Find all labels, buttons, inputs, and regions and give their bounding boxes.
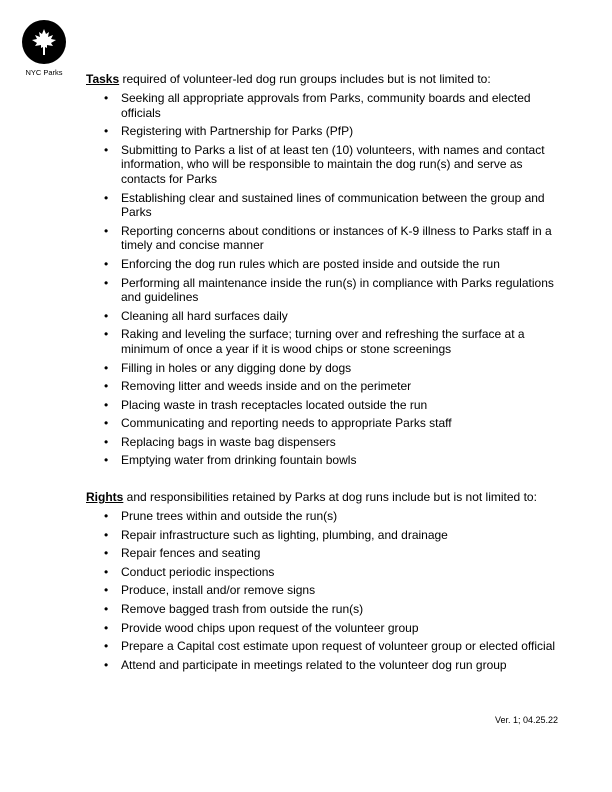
rights-keyword: Rights — [86, 490, 124, 505]
list-item-text: Attend and participate in meetings related to the volunteer dog run group — [121, 657, 507, 672]
bullet-icon: • — [104, 190, 109, 205]
list-item — [86, 309, 566, 324]
list-item — [86, 509, 566, 524]
document-body — [86, 72, 566, 676]
list-item-text: Enforcing the dog run rules which are posted inside and outside the run — [121, 256, 500, 271]
rights-intro: and responsibilities retained by Parks at dog runs include but is not limited to: — [123, 490, 537, 505]
list-item — [86, 528, 566, 543]
bullet-icon: • — [104, 256, 109, 271]
list-item-text: Prepare a Capital cost estimate upon request of volunteer group or elected official — [121, 639, 556, 654]
bullet-icon: • — [104, 434, 109, 449]
list-item — [86, 398, 566, 413]
list-item-text: Prune trees within and outside the run(s) — [121, 509, 338, 524]
bullet-icon: • — [104, 546, 109, 561]
list-item — [86, 224, 566, 253]
list-item-text: Remove bagged trash from outside the run(s) — [121, 602, 364, 617]
bullet-icon: • — [104, 416, 109, 431]
list-item-text: Produce, install and/or remove signs — [121, 583, 316, 598]
bullet-icon: • — [104, 639, 109, 654]
list-item-text: Establishing clear and sustained lines of communication between the group and Parks — [121, 190, 545, 220]
bullet-icon: • — [104, 308, 109, 323]
list-item — [86, 639, 566, 654]
bullet-icon: • — [104, 527, 109, 542]
list-item-text: Seeking all appropriate approvals from Parks, community boards and elected officials — [121, 91, 531, 120]
maple-leaf-icon — [22, 20, 66, 64]
nyc-parks-logo — [20, 20, 68, 82]
list-item-text: Repair infrastructure such as lighting, plumbing, and drainage — [121, 527, 448, 542]
bullet-icon: • — [104, 657, 109, 672]
list-item-text: Emptying water from drinking fountain bowls — [121, 453, 357, 468]
bullet-icon: • — [104, 397, 109, 412]
list-item — [86, 565, 566, 580]
list-item-text: Placing waste in trash receptacles located outside the run — [121, 397, 428, 412]
list-item-text: Cleaning all hard surfaces daily — [121, 308, 288, 323]
list-item-text: Reporting concerns about conditions or instances of K-9 illness to Parks staff in a timely and concise manner — [121, 223, 552, 253]
rights-list — [86, 509, 566, 672]
list-item — [86, 191, 566, 220]
list-item-text: Submitting to Parks a list of at least ten (10) volunteers, with names and contact information, who will be responsible to maintain the dog run(s) and serve as contacts for Parks — [121, 142, 545, 186]
list-item — [86, 621, 566, 636]
list-item — [86, 276, 566, 305]
list-item — [86, 124, 566, 139]
bullet-icon: • — [104, 453, 109, 468]
bullet-icon: • — [104, 509, 109, 524]
list-item — [86, 602, 566, 617]
list-item-text: Repair fences and seating — [121, 546, 261, 561]
list-item-text: Filling in holes or any digging done by dogs — [121, 360, 352, 375]
bullet-icon: • — [104, 91, 109, 105]
list-item-text: Conduct periodic inspections — [121, 564, 275, 579]
list-item-text: Provide wood chips upon request of the volunteer group — [121, 620, 419, 635]
tasks-intro: required of volunteer-led dog run groups includes but is not limited to: — [119, 72, 491, 86]
bullet-icon: • — [104, 275, 109, 290]
rights-heading — [86, 490, 566, 505]
list-item — [86, 435, 566, 450]
list-item-text: Removing litter and weeds inside and on the perimeter — [121, 379, 412, 394]
bullet-icon: • — [104, 327, 109, 342]
version-label: Ver. 1; 04.25.22 — [494, 715, 558, 725]
list-item-text: Registering with Partnership for Parks (PfP) — [121, 124, 354, 139]
list-item-text: Replacing bags in waste bag dispensers — [121, 434, 336, 449]
list-item — [86, 658, 566, 673]
list-item — [86, 327, 566, 356]
list-item-text: Raking and leveling the surface; turning over and refreshing the surface at a minimum of once a year if it is wood chips or stone screenings — [121, 327, 525, 356]
bullet-icon: • — [104, 620, 109, 635]
logo-text: NYC Parks — [25, 68, 63, 77]
list-item — [86, 257, 566, 272]
bullet-icon: • — [104, 379, 109, 394]
bullet-icon: • — [104, 124, 109, 139]
bullet-icon: • — [104, 223, 109, 238]
list-item-text: Communicating and reporting needs to appropriate Parks staff — [121, 416, 452, 431]
list-item — [86, 379, 566, 394]
bullet-icon: • — [104, 602, 109, 617]
bullet-icon: • — [104, 564, 109, 579]
list-item — [86, 453, 566, 468]
list-item — [86, 583, 566, 598]
list-item — [86, 361, 566, 376]
list-item — [86, 546, 566, 561]
bullet-icon: • — [104, 142, 109, 157]
tasks-heading — [86, 72, 566, 87]
list-item — [86, 416, 566, 431]
tasks-keyword: Tasks — [86, 72, 120, 86]
rights-section — [86, 490, 566, 672]
bullet-icon: • — [104, 583, 109, 598]
list-item-text: Performing all maintenance inside the run(s) in compliance with Parks regulations and guidelines — [121, 275, 554, 305]
list-item — [86, 143, 566, 187]
bullet-icon: • — [104, 360, 109, 375]
list-item — [86, 91, 566, 120]
tasks-list — [86, 91, 566, 468]
